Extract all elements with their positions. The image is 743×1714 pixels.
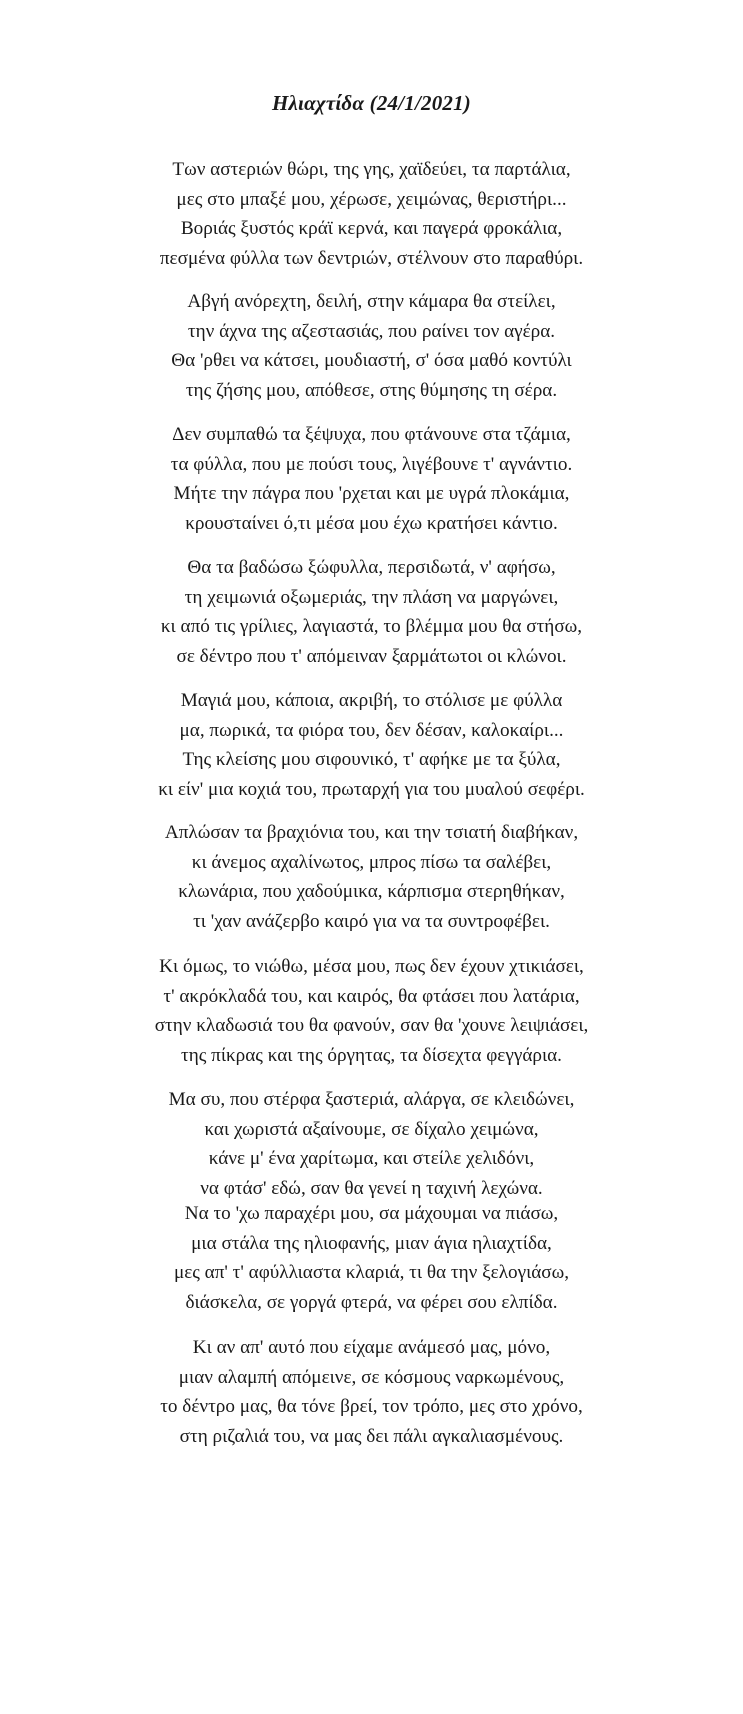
verse-line: Να το 'χω παραχέρι μου, σα μάχουμαι να πιάσω,	[184, 1203, 559, 1224]
verse-line: Μήτε την πάγρα που 'ρχεται και με υγρά πλοκάμια,	[173, 483, 570, 504]
verse-line: της πίκρας και της όργητας, τα δίσεχτα φεγγάρια.	[181, 1044, 562, 1066]
verse-line: της ζήσης μου, απόθεσε, στης θύμησης τη σέρα.	[185, 379, 558, 401]
stanza-10	[0, 1333, 743, 1451]
stanza-3	[0, 420, 743, 538]
verse-line: και χωριστά αξαίνουμε, σε δίχαλο χειμώνα,	[204, 1118, 539, 1140]
verse-line: διάσκελα, σε γοργά φτερά, να φέρει σου ελπίδα.	[185, 1291, 558, 1313]
verse-line: Αβγή ανόρεχτη, δειλή, στην κάμαρα θα στείλει,	[187, 291, 556, 312]
verse-line: στην κλαδωσιά του θα φανούν, σαν θα 'χουνε λειψιάσει,	[154, 1015, 589, 1036]
verse-line: μες απ' τ' αφύλλιαστα κλαριά, τι θα την ξελογιάσω,	[173, 1262, 570, 1283]
verse-line: να φτάσ' εδώ, σαν θα γενεί η ταχινή λεχώνα.	[200, 1177, 543, 1199]
verse-line: Θα τα βαδώσω ξώφυλλα, περσιδωτά, ν' αφήσω,	[187, 557, 556, 578]
verse-line: κλωνάρια, που χαδούμικα, κάρπισμα στερηθήκαν,	[178, 881, 565, 902]
verse-line: κι είν' μια κοχιά του, πρωταρχή για του μυαλού σεφέρι.	[158, 778, 585, 800]
verse-line: κάνε μ' ένα χαρίτωμα, και στείλε χελιδόνι,	[208, 1148, 535, 1169]
verse-line: κι άνεμος αχαλίνωτος, μπρος πίσω τα σαλέβει,	[191, 851, 552, 873]
verse-line: Θα 'ρθει να κάτσει, μουδιαστή, σ' όσα μαθό κοντύλι	[171, 350, 572, 371]
verse-line: σε δέντρο που τ' απόμειναν ξαρμάτωτοι οι κλώνοι.	[176, 645, 567, 667]
verse-line: Απλώσαν τα βραχιόνια του, και την τσιατή διαβήκαν,	[164, 822, 579, 843]
verse-line: Μα συ, που στέρφα ξαστεριά, αλάργα, σε κλειδώνει,	[168, 1089, 575, 1110]
verse-line: κρουσταίνει ό,τι μέσα μου έχω κρατήσει κάντιο.	[185, 512, 558, 534]
verse-line: Των αστεριών θώρι, της γης, χαϊδεύει, τα παρτάλια,	[172, 159, 571, 180]
verse-line: Βοριάς ξυστός κράϊ κερνά, και παγερά φροκάλια,	[180, 218, 563, 239]
verse-line: τη χειμωνιά οξωμεριάς, την πλάση να μαργώνει,	[184, 586, 559, 608]
verse-line: μια στάλα της ηλιοφανής, μιαν άγια ηλιαχτίδα,	[191, 1232, 552, 1254]
stanza-5	[0, 686, 743, 804]
verse-line: πεσμένα φύλλα των δεντριών, στέλνουν στο παραθύρι.	[159, 247, 584, 269]
verse-line: Κι αν απ' αυτό που είχαμε ανάμεσό μας, μόνο,	[192, 1337, 551, 1358]
verse-line: τι 'χαν ανάζερβο καιρό για να τα συντροφέβει.	[193, 910, 550, 932]
stanza-9	[0, 1199, 743, 1317]
verse-line: τα φύλλα, που με πούσι τους, λιγέβουνε τ' αγνάντιο.	[170, 453, 573, 475]
stanza-1	[0, 155, 743, 273]
poem-title: Ηλιαχτίδα (24/1/2021)	[271, 91, 471, 115]
verse-line: Της κλείσης μου σιφουνικό, τ' αφήκε με τα ξύλα,	[182, 749, 561, 770]
verse-line: την άχνα της αζεστασιάς, που ραίνει τον αγέρα.	[187, 320, 556, 342]
verse-line: μες στο μπαξέ μου, χέρωσε, χειμώνας, θεριστήρι...	[176, 188, 567, 210]
verse-line: κι από τις γρίλιες, λαγιαστά, το βλέμμα μου θα στήσω,	[160, 616, 583, 637]
stanza-7	[0, 952, 743, 1070]
verse-line: τ' ακρόκλαδά του, και καιρός, θα φτάσει που λατάρια,	[163, 985, 580, 1007]
stanza-4	[0, 553, 743, 671]
stanza-8	[0, 1085, 743, 1203]
verse-line: μα, πωρικά, τα φιόρα του, δεν δέσαν, καλοκαίρι...	[179, 719, 564, 741]
verse-line: Κι όμως, το νιώθω, μέσα μου, πως δεν έχουν χτικιάσει,	[159, 956, 584, 977]
verse-line: το δέντρο μας, θα τόνε βρεί, τον τρόπο, μες στο χρόνο,	[160, 1396, 583, 1417]
verse-line: Δεν συμπαθώ τα ξέψυχα, που φτάνουνε στα τζάμια,	[172, 424, 571, 445]
stanza-6	[0, 818, 743, 936]
verse-line: στη ριζαλιά του, να μας δει πάλι αγκαλιασμένους.	[179, 1425, 564, 1447]
verse-line: Μαγιά μου, κάποια, ακριβή, το στόλισε με φύλλα	[180, 690, 563, 711]
verse-line: μιαν αλαμπή απόμεινε, σε κόσμους ναρκωμένους,	[178, 1366, 565, 1388]
stanza-2	[0, 287, 743, 405]
